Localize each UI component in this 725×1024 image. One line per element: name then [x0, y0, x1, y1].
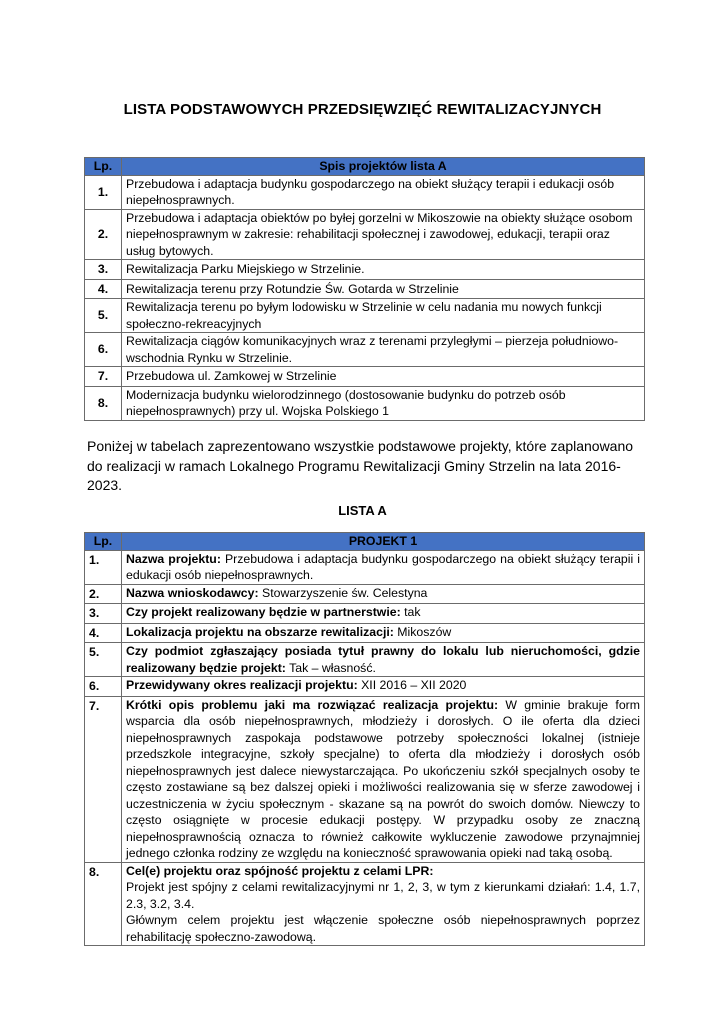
table-row — [85, 696, 645, 862]
project-name: Rewitalizacja terenu przy Rotundzie Św. Gotarda w Strzelinie — [122, 279, 645, 299]
table-row — [85, 367, 645, 387]
row-number: 6. — [85, 677, 122, 697]
table-row — [85, 386, 645, 420]
table-row — [85, 260, 645, 280]
table-row — [85, 333, 645, 367]
column-header-lp: Lp. — [85, 533, 122, 551]
field-value: W gminie brakuje form wsparcia dla osób niepełnosprawnych, młodzieży i dorosłych. O ile oferta dla dzieci niepełnosprawnych zaspokaja podstawowe potrzeby społeczności lokalnej (istnieje przedszkole integracyjne, szkoły specjalne) to oferta dla młodzieży i dorosłych osób niepełnosprawnych jest dalece niewystarczająca. Po ukończeniu szkół specjalnych osoby te często zostawiane są bez dalszej opieki i możliwości realizowania się w sferze zawodowej i uczestniczenia w życiu społecznym - skazane są na powrót do swoich domów. Niewczy to często osiągnięte w procesie edukacji postępy. W przypadku osoby ze znaczną niepełnosprawnością oznacza to również całkowite wykluczenie zawodowe przynajmniej jednego członka rodziny ze względu na konieczność sprawowania opieki nad taką osobą. — [126, 697, 641, 860]
row-number: 8. — [85, 386, 122, 420]
row-number: 3. — [85, 260, 122, 280]
table-row — [85, 209, 645, 260]
field-label: Czy podmiot zgłaszający posiada tytuł prawny do lokalu lub nieruchomości, gdzie realizowany będzie projekt: — [126, 644, 640, 675]
row-number: 5. — [85, 643, 122, 677]
field-value: XII 2016 – XII 2020 — [357, 678, 467, 692]
row-number: 2. — [85, 209, 122, 260]
field-value: Przebudowa i adaptacja budynku gospodarczego na obiekt służący terapii i edukacji osób niepełnosprawnych. — [126, 551, 641, 582]
row-number: 7. — [85, 696, 122, 862]
project-name: Rewitalizacja ciągów komunikacyjnych wraz z terenami przyległymi – pierzeja południowo-wschodnia Rynku w Strzelinie. — [122, 333, 645, 367]
period-cell — [122, 677, 645, 697]
row-number: 2. — [85, 584, 122, 604]
column-header-lp: Lp. — [85, 158, 122, 176]
table-row — [85, 299, 645, 333]
row-number: 5. — [85, 299, 122, 333]
row-number: 6. — [85, 333, 122, 367]
project-name: Modernizacja budynku wielorodzinnego (dostosowanie budynku do potrzeb osób niepełnosprawnych) przy ul. Wojska Polskiego 1 — [122, 386, 645, 420]
table-row — [85, 584, 645, 604]
field-label: Czy projekt realizowany będzie w partnerstwie: — [126, 605, 401, 619]
project-detail-table — [84, 532, 645, 946]
field-value-secondary: Głównym celem projektu jest włączenie społeczne osób niepełnosprawnych poprzez rehabilitację społeczno-zawodową. — [126, 913, 640, 944]
row-number: 4. — [85, 279, 122, 299]
project-name: Rewitalizacja terenu po byłym lodowisku w Strzelinie w celu nadania mu nowych funkcji społeczno-rekreacyjnych — [122, 299, 645, 333]
field-value: Mikoszów — [393, 624, 452, 639]
row-number: 3. — [85, 604, 122, 624]
project-name: Przebudowa i adaptacja budynku gospodarczego na obiekt służący terapii i edukacji osób niepełnosprawnych. — [122, 175, 645, 209]
legal-title-cell — [122, 643, 645, 677]
row-number: 1. — [85, 175, 122, 209]
intro-paragraph: Poniżej w tabelach zaprezentowano wszystkie podstawowe projekty, które zaplanowano do realizacji w ramach Lokalnego Programu Rewitalizacji Gminy Strzelin na lata 2016-2023. — [87, 438, 634, 493]
field-label: Krótki opis problemu jaki ma rozwiązać realizacja projektu: — [126, 697, 499, 712]
page-title: LISTA PODSTAWOWYCH PRZEDSIĘWZIĘĆ REWITALIZACYJNYCH — [123, 101, 602, 118]
partnership-cell — [122, 604, 645, 624]
goals-cell — [122, 862, 645, 946]
location-cell — [122, 623, 645, 643]
table-row — [85, 175, 645, 209]
row-number: 1. — [85, 550, 122, 584]
table-header-row — [85, 158, 645, 176]
project-name: Przebudowa ul. Zamkowej w Strzelinie — [122, 367, 645, 387]
column-header-project: PROJEKT 1 — [122, 533, 645, 551]
problem-description-cell — [122, 696, 645, 862]
applicant-cell — [122, 584, 645, 604]
field-label: Przewidywany okres realizacji projektu: — [126, 678, 358, 692]
table-row — [85, 279, 645, 299]
project-name-cell — [122, 550, 645, 584]
table-row — [85, 623, 645, 643]
field-value: Tak – własność. — [285, 660, 376, 675]
table-row — [85, 604, 645, 624]
field-label: Cel(e) projektu oraz spójność projektu z celami LPR: — [126, 863, 434, 878]
column-header-projects: Spis projektów lista A — [122, 158, 645, 176]
table-row — [85, 862, 645, 946]
field-label: Lokalizacja projektu na obszarze rewitalizacji: — [126, 624, 394, 639]
project-name: Przebudowa i adaptacja obiektów po byłej gorzelni w Mikoszowie na obiekty służące osobom niepełnosprawnym w zakresie: rehabilitacji społecznej i zawodowej, edukacji, terapii oraz usług bytowych. — [122, 209, 645, 260]
field-value: Projekt jest spójny z celami rewitalizacyjnymi nr 1, 2, 3, w tym z kierunkami działań: 1.4, 1.7, 2.3, 3.2, 3.4. — [126, 880, 640, 911]
row-number: 8. — [85, 862, 122, 946]
field-value: tak — [400, 605, 421, 619]
project-name: Rewitalizacja Parku Miejskiego w Strzelinie. — [122, 260, 645, 280]
table-header-row — [85, 533, 645, 551]
row-number: 7. — [85, 367, 122, 387]
field-label: Nazwa wnioskodawcy: — [126, 585, 259, 600]
field-label: Nazwa projektu: — [126, 551, 221, 566]
table-row — [85, 677, 645, 697]
row-number: 4. — [85, 623, 122, 643]
list-heading: LISTA A — [338, 503, 387, 518]
table-row — [85, 550, 645, 584]
field-value: Stowarzyszenie św. Celestyna — [258, 585, 428, 600]
project-list-table — [84, 157, 645, 421]
table-row — [85, 643, 645, 677]
